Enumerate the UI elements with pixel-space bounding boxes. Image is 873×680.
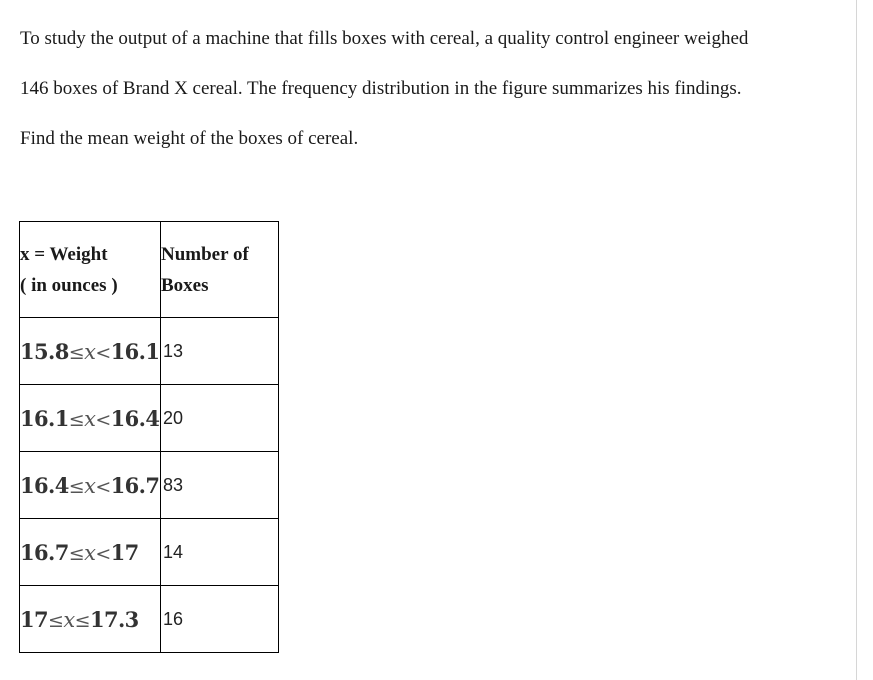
question-line-3: Find the mean weight of the boxes of cereal. bbox=[20, 128, 359, 149]
range-low: 16.7 bbox=[20, 539, 69, 565]
box-count: 83 bbox=[161, 452, 279, 519]
range-low: 16.4 bbox=[20, 472, 69, 498]
range-relation-2: < bbox=[95, 475, 111, 498]
header-weight bbox=[20, 222, 161, 318]
range-relation-2: < bbox=[95, 341, 111, 364]
range-high: 17.3 bbox=[89, 606, 139, 632]
range-variable: x bbox=[84, 540, 96, 565]
range-variable: x bbox=[84, 406, 96, 431]
table-row bbox=[20, 586, 279, 653]
range-low: 17 bbox=[20, 606, 49, 632]
range-variable: x bbox=[63, 607, 75, 632]
range-low: 15.8 bbox=[20, 338, 69, 364]
range-low: 16.1 bbox=[20, 405, 69, 431]
table-row bbox=[20, 385, 279, 452]
range-high: 16.1 bbox=[110, 338, 160, 364]
table-row bbox=[20, 452, 279, 519]
range-relation-1: ≤ bbox=[68, 408, 85, 431]
header-count-line-2: Boxes bbox=[161, 274, 209, 296]
question-text bbox=[20, 14, 840, 164]
range-variable: x bbox=[84, 473, 96, 498]
frequency-table bbox=[19, 221, 279, 653]
range-relation-1: ≤ bbox=[68, 542, 85, 565]
table-row bbox=[20, 318, 279, 385]
weight-range bbox=[20, 519, 161, 586]
question-line-1: To study the output of a machine that fills boxes with cereal, a quality control engineer weighed bbox=[20, 28, 749, 49]
box-count: 13 bbox=[161, 318, 279, 385]
box-count: 16 bbox=[161, 586, 279, 653]
question-line-2: 146 boxes of Brand X cereal. The frequency distribution in the figure summarizes his findings. bbox=[20, 78, 742, 99]
page-right-border bbox=[856, 0, 857, 680]
range-high: 16.4 bbox=[110, 405, 160, 431]
range-relation-1: ≤ bbox=[48, 609, 64, 632]
range-high: 16.7 bbox=[110, 472, 160, 498]
weight-range bbox=[20, 385, 161, 452]
header-count-line-1: Number of bbox=[161, 243, 249, 265]
weight-range bbox=[20, 452, 161, 519]
weight-range bbox=[20, 586, 161, 653]
table-header-row bbox=[20, 222, 279, 318]
box-count: 20 bbox=[161, 385, 279, 452]
range-relation-1: ≤ bbox=[68, 341, 85, 364]
header-count bbox=[161, 222, 279, 318]
range-relation-2: < bbox=[95, 408, 111, 431]
range-high: 17 bbox=[110, 539, 139, 565]
box-count: 14 bbox=[161, 519, 279, 586]
range-relation-1: ≤ bbox=[68, 475, 85, 498]
table-row bbox=[20, 519, 279, 586]
header-weight-line-1: x = Weight bbox=[20, 243, 108, 265]
header-weight-line-2: ( in ounces ) bbox=[20, 274, 118, 296]
weight-range bbox=[20, 318, 161, 385]
range-variable: x bbox=[84, 339, 96, 364]
range-relation-2: < bbox=[95, 542, 111, 565]
range-relation-2: ≤ bbox=[74, 609, 90, 632]
